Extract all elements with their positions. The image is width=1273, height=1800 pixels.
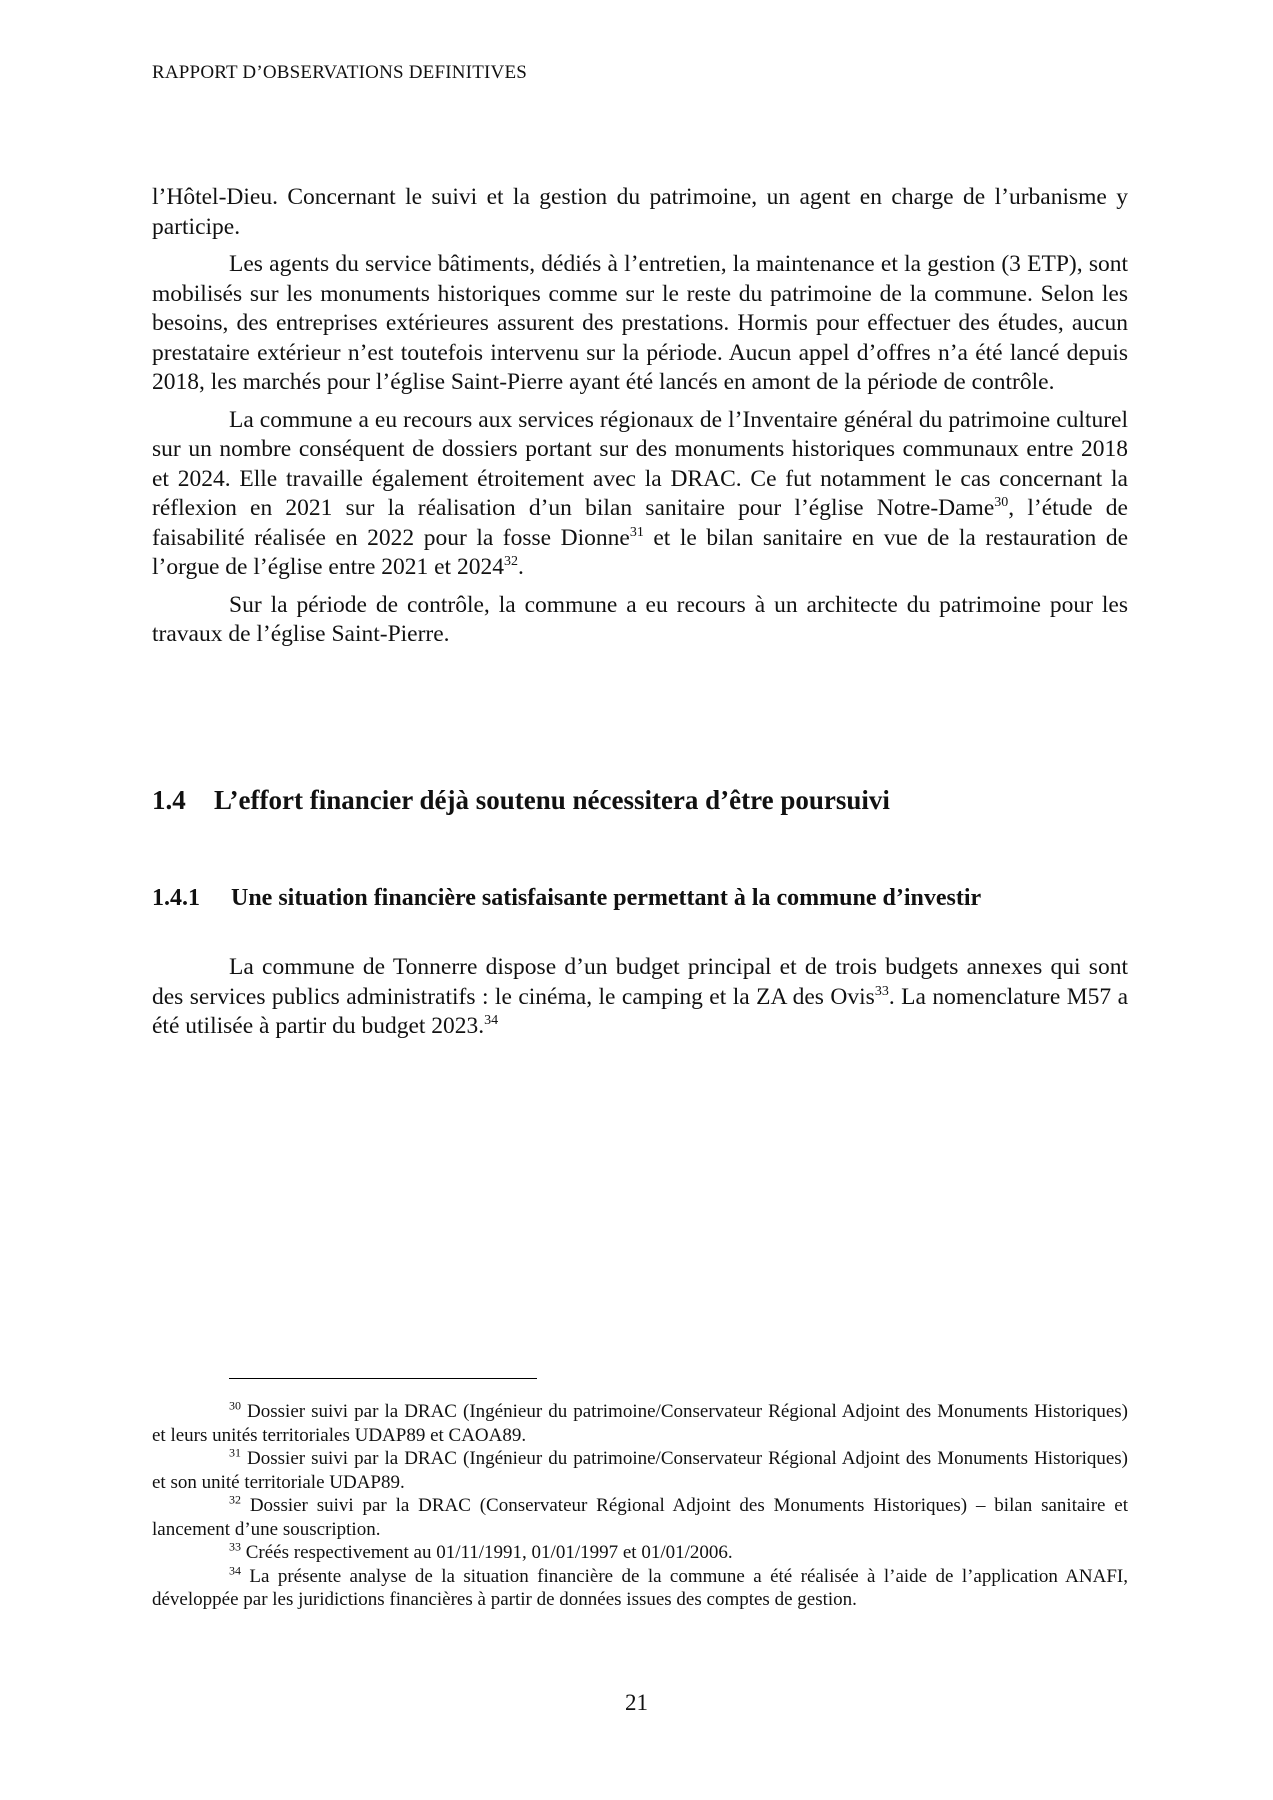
footnote-ref-33[interactable]: 33 [874, 983, 889, 999]
body-text [152, 183, 1128, 650]
paragraph-1: l’Hôtel-Dieu. Concernant le suivi et la gestion du patrimoine, un agent en charge de l’urbanisme y participe. [152, 184, 1128, 240]
footnote-text: Dossier suivi par la DRAC (Conservateur Régional Adjoint des Monuments Historiques) – bilan sanitaire et lancement d’une souscription. [152, 1495, 1128, 1540]
footnote-number: 34 [229, 1563, 241, 1578]
paragraph-2: Les agents du service bâtiments, dédiés à l’entretien, la maintenance et la gestion (3 ETP), sont mobilisés sur les monuments historiques comme sur le reste du patrimoine de la commune. Selon les besoins, des entreprises extérieures assurent des prestations. Hormis pour effectuer des études, aucun prestataire extérieur n’est toutefois intervenu sur la période. Aucun appel d’offres n’a été lancé depuis 2018, les marchés pour l’église Saint-Pierre ayant été lancés en amont de la période de contrôle. [152, 251, 1128, 395]
footnote-33 [152, 1541, 1128, 1565]
paragraph-5-part-1: La commune de Tonnerre dispose d’un budget principal et de trois budgets annexes qui sont des services publics administratifs : le cinéma, le camping et la ZA des Ovis [152, 954, 1128, 1010]
paragraph-3-part-1: La commune a eu recours aux services régionaux de l’Inventaire général du patrimoine culturel sur un nombre conséquent de dossiers portant sur des monuments historiques communaux entre 2018 et 2024. Elle travaille également étroitement avec la DRAC. Ce fut notamment le cas concernant la réflexion en 2021 sur la réalisation d’un bilan sanitaire pour l’église Notre-Dame [152, 406, 1128, 521]
footnote-number: 30 [229, 1398, 241, 1413]
subsection-title: Une situation financière satisfaisante permettant à la commune d’investir [231, 885, 982, 911]
section-heading [152, 785, 890, 816]
paragraph-5-part-2: . La nomenclature M57 a été utilisée à partir du budget 2023. [152, 983, 1129, 1039]
page-number: 21 [625, 1690, 648, 1715]
footnote-34 [152, 1565, 1128, 1612]
footnotes [152, 1400, 1128, 1612]
footnote-31 [152, 1447, 1128, 1494]
footnote-ref-34[interactable]: 34 [484, 1013, 499, 1029]
footnote-32 [152, 1494, 1128, 1541]
body-text-2 [152, 953, 1128, 1042]
footnote-ref-32[interactable]: 32 [503, 554, 518, 570]
running-header: RAPPORT D’OBSERVATIONS DEFINITIVES [152, 62, 528, 83]
subsection-number: 1.4.1 [152, 885, 200, 911]
section-title: L’effort financier déjà soutenu nécessitera d’être poursuivi [214, 785, 890, 815]
footnote-text: La présente analyse de la situation financière de la commune a été réalisée à l’aide de l’application ANAFI, développée par les juridictions financières à partir de données issues des comptes de gestion. [152, 1565, 1128, 1610]
footnote-ref-31[interactable]: 31 [629, 524, 644, 540]
footnote-separator [229, 1378, 537, 1379]
footnote-ref-30[interactable]: 30 [994, 495, 1009, 511]
footnote-text: Dossier suivi par la DRAC (Ingénieur du patrimoine/Conservateur Régional Adjoint des Monuments Historiques) et son unité territoriale UDAP89. [152, 1448, 1128, 1493]
paragraph-3-part-3: et le bilan sanitaire en vue de la restauration de l’orgue de l’église entre 2021 et 2024 [152, 524, 1128, 580]
paragraph-3 [152, 406, 1128, 583]
paragraph-5 [152, 953, 1128, 1042]
subsection-heading [152, 885, 981, 912]
paragraph-3-part-4: . [517, 554, 524, 580]
footnote-text: Créés respectivement au 01/11/1991, 01/01/1997 et 01/01/2006. [241, 1542, 733, 1563]
paragraph-4: Sur la période de contrôle, la commune a eu recours à un architecte du patrimoine pour les travaux de l’église Saint-Pierre. [152, 591, 1128, 647]
footnote-text: Dossier suivi par la DRAC (Ingénieur du patrimoine/Conservateur Régional Adjoint des Monuments Historiques) et leurs unités territoriales UDAP89 et CAOA89. [152, 1401, 1128, 1446]
footnote-number: 31 [229, 1445, 241, 1460]
footnote-number: 32 [229, 1492, 241, 1507]
footnote-30 [152, 1400, 1128, 1447]
paragraph-3-part-2: , l’étude de faisabilité réalisée en 2022 pour la fosse Dionne [152, 495, 1128, 551]
footnote-number: 33 [229, 1539, 241, 1554]
section-number: 1.4 [152, 785, 186, 815]
